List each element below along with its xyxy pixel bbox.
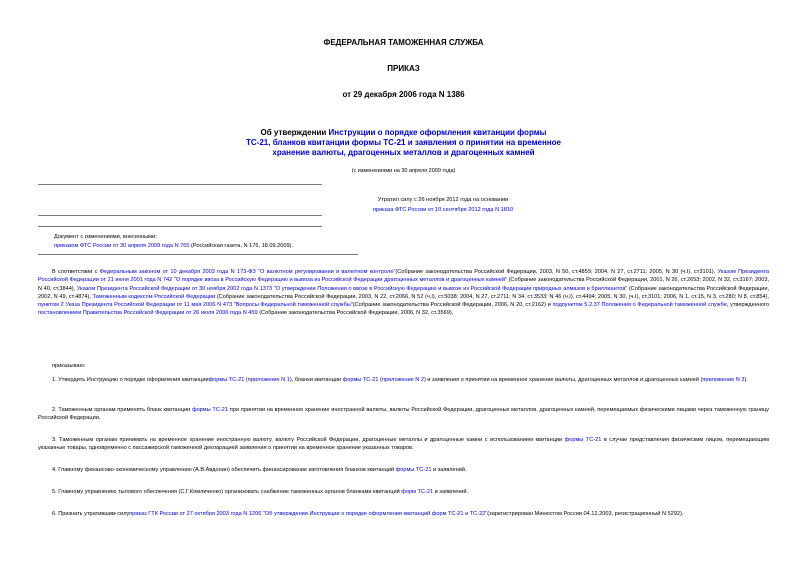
item-text: 5. Главному управлению тылового обеспечения (С.Г.Комличенко) организовать снабжение таможенных органов бланками квитанций (52, 489, 402, 495)
item-text: ). (744, 377, 748, 383)
agency-name: ФЕДЕРАЛЬНАЯ ТАМОЖЕННАЯ СЛУЖБА (323, 38, 484, 47)
preamble-text: (Собрание законодательства Российской Федерации, 2006, N 32, ст.3569), (257, 310, 454, 317)
item2-link-form[interactable]: формы ТС-21 (191, 407, 228, 413)
title-link-line2[interactable]: ТС-21, бланков квитанции формы ТС-21 и заявления о принятии на временное (246, 138, 561, 147)
order-item-5 (38, 488, 769, 496)
preamble-text: (Собрание законодательства Российской Федерации, 2001, N 26, ст.2653; 2002, N 32, ст.3167; 2003, N 40, ст.3844), (38, 277, 769, 292)
item-text: в случае представления физическим лицом, перемещающим указанные товары, одновременно с пассажирской таможенной декларацией заявления о принятии на временное хранение указанных товаров. (38, 437, 769, 452)
document-title (0, 128, 807, 158)
changes-note: (с изменениями на 30 апреля 2009 года) (351, 168, 456, 174)
order-word: приказываю: (52, 363, 86, 369)
item6-link-order-1206[interactable]: приказ ГТК России от 27 октября 2003 года N 1206 "Об утверждении Инструкции о порядке оформления квитанций форм ТС-21 и ТС-22" (129, 511, 488, 517)
divider-mid-2 (38, 226, 322, 227)
item-text: 1. Утвердить Инструкцию о порядке оформления квитанции (52, 377, 209, 383)
amendments-block (54, 233, 293, 251)
amendments-label: Документ с изменениями, внесенными: (54, 234, 157, 240)
order-item-2 (38, 406, 769, 423)
item-text: 6. Признать утратившим силу (52, 511, 130, 517)
item-text: и заявлений. (431, 467, 467, 473)
preamble-text: , утвержденного (726, 302, 769, 309)
item1-link-form-2[interactable]: формы ТС-21 (342, 377, 379, 383)
item3-link-form[interactable]: формы ТС-21 (564, 437, 602, 443)
preamble-text: В соответствии с (52, 269, 100, 275)
item-text: и заявлений. (433, 489, 469, 495)
item-text: ( (378, 377, 382, 383)
item-text: 3. Таможенным органам принимать на временное хранение иностранную валюту, валюту Российской Федерации, драгоценные металлы и драгоценные камни с использованием квитанции (52, 437, 565, 443)
preamble-text: (Собрание законодательства Российской Федерации, 2003, N 22, ст.2066, N 52 (ч.I), ст.5038; 2004, N 27, ст.2711; N 34, ст.3533; N 46 (ч.I), ст.4494; 2005, N 30, (ч.I), ст.3101; 2006, N 1, ст.15, N 3, ст.280; N 8, ст.854), (215, 293, 769, 300)
item1-link-appendix-2[interactable]: приложение N 2 (381, 377, 424, 383)
divider-mid-1 (38, 215, 322, 216)
expired-text: Утратил силу с 26 ноября 2012 года на основании (377, 197, 509, 203)
preamble-link-decree-1373[interactable]: Указом Президента Российской Федерации от 30 ноября 2002 года N 1373 "О утверждении Положения о ввозе в Российскую Федерацию и вывозе из Российской Федерации природных алмазов и бриллиантов" (76, 285, 628, 292)
title-link-line3[interactable]: хранение валюты, драгоценных металлов и драгоценных камней (272, 148, 535, 157)
item1-link-appendix-1[interactable]: приложение N 1 (247, 377, 290, 383)
expired-link[interactable]: приказа ФТС России от 10 сентября 2012 года N 1810 (372, 207, 514, 213)
preamble-text: (Собрание законодательства Российской Федерации, 2002, N 49, ст.4874), (38, 285, 769, 300)
preamble-link-subclause[interactable]: подпунктом 5.2.37 Положения о Федеральной таможенной службе (552, 302, 727, 309)
title-link-line1[interactable]: Инструкции о порядке оформления квитанции формы (328, 128, 547, 137)
order-item-3 (38, 436, 769, 453)
item-text: ( (244, 377, 248, 383)
order-item-1 (38, 376, 769, 384)
item-text: (зарегистрирован Минюстом России 04.12.2003, регистрационный N 5292). (487, 511, 684, 517)
preamble-link-decree-473[interactable]: пунктом 2 Указа Президента Российской Федерации от 11 мая 2006 N 473 "Вопросы Федеральной таможенной службы" (38, 302, 353, 309)
preamble-paragraph (38, 268, 769, 318)
item-text: ) и заявления о принятии на временное хранение валюты, драгоценных металлов и драгоценных камней ( (423, 377, 703, 383)
amendments-link[interactable]: приказом ФТС России от 30 апреля 2009 года N 765 (54, 243, 190, 249)
document-type: ПРИКАЗ (387, 64, 420, 73)
item-text: 4. Главному финансово-экономическому управлению (А.В.Авдонин) обеспечить финансирование изготовления бланков квитанций (52, 467, 396, 473)
preamble-text: (Собрание законодательства Российской Федерации, 2006, N 20, ст.2162) и (352, 302, 553, 309)
item-text: ), бланки квитанции (289, 377, 343, 383)
item1-link-form[interactable]: формы ТС-21 (208, 377, 245, 383)
item-text: 2. Таможенным органам применять бланк квитанции (52, 407, 192, 413)
item-text: при принятии на временное хранение иностранной валюты, валюты Российской Федерации, драгоценных металлов, драгоценных камней, перемещаемых физическими лицами через таможенную границу Российской Федерации. (38, 407, 769, 422)
preamble-link-decree-742[interactable]: Указом Президента Российской Федерации от 21 июня 2001 года N 742 "О порядке ввоза в Российскую Федерацию и вывоза из Российской Федерации драгоценных металлов и драгоценных камней" (38, 269, 770, 284)
document-date-number: от 29 декабря 2006 года N 1386 (342, 90, 465, 99)
preamble-text: (Собрание законодательства Российской Федерации, 2003, N 50, ст.4859; 2004, N 27, ст.2711; 2005, N 30 (ч.I), ст3101), (395, 269, 718, 275)
preamble-link-federal-law[interactable]: Федеральным законом от 10 декабря 2003 года N 173-ФЗ "О валютном регулировании и валютном контроле" (99, 269, 396, 275)
item4-link-form[interactable]: формы ТС-21 (395, 467, 432, 473)
divider-top (38, 184, 322, 185)
divider-amendments (38, 254, 358, 255)
preamble-link-customs-code[interactable]: Таможенным кодексом Российской Федерации (92, 293, 216, 300)
amendments-tail: (Российская газета, N 176, 18.09.2009). (189, 243, 293, 249)
order-item-4 (38, 466, 769, 474)
preamble-link-resolution-459[interactable]: постановлением Правительства Российской Федерации от 26 июля 2006 года N 459 (38, 310, 258, 317)
item5-link-form[interactable]: форм ТС-21 (401, 489, 434, 495)
title-prefix: Об утверждении (260, 128, 329, 137)
order-item-6 (38, 510, 769, 518)
expired-notice (318, 195, 568, 215)
item1-link-appendix-3[interactable]: приложение N 3 (702, 377, 745, 383)
